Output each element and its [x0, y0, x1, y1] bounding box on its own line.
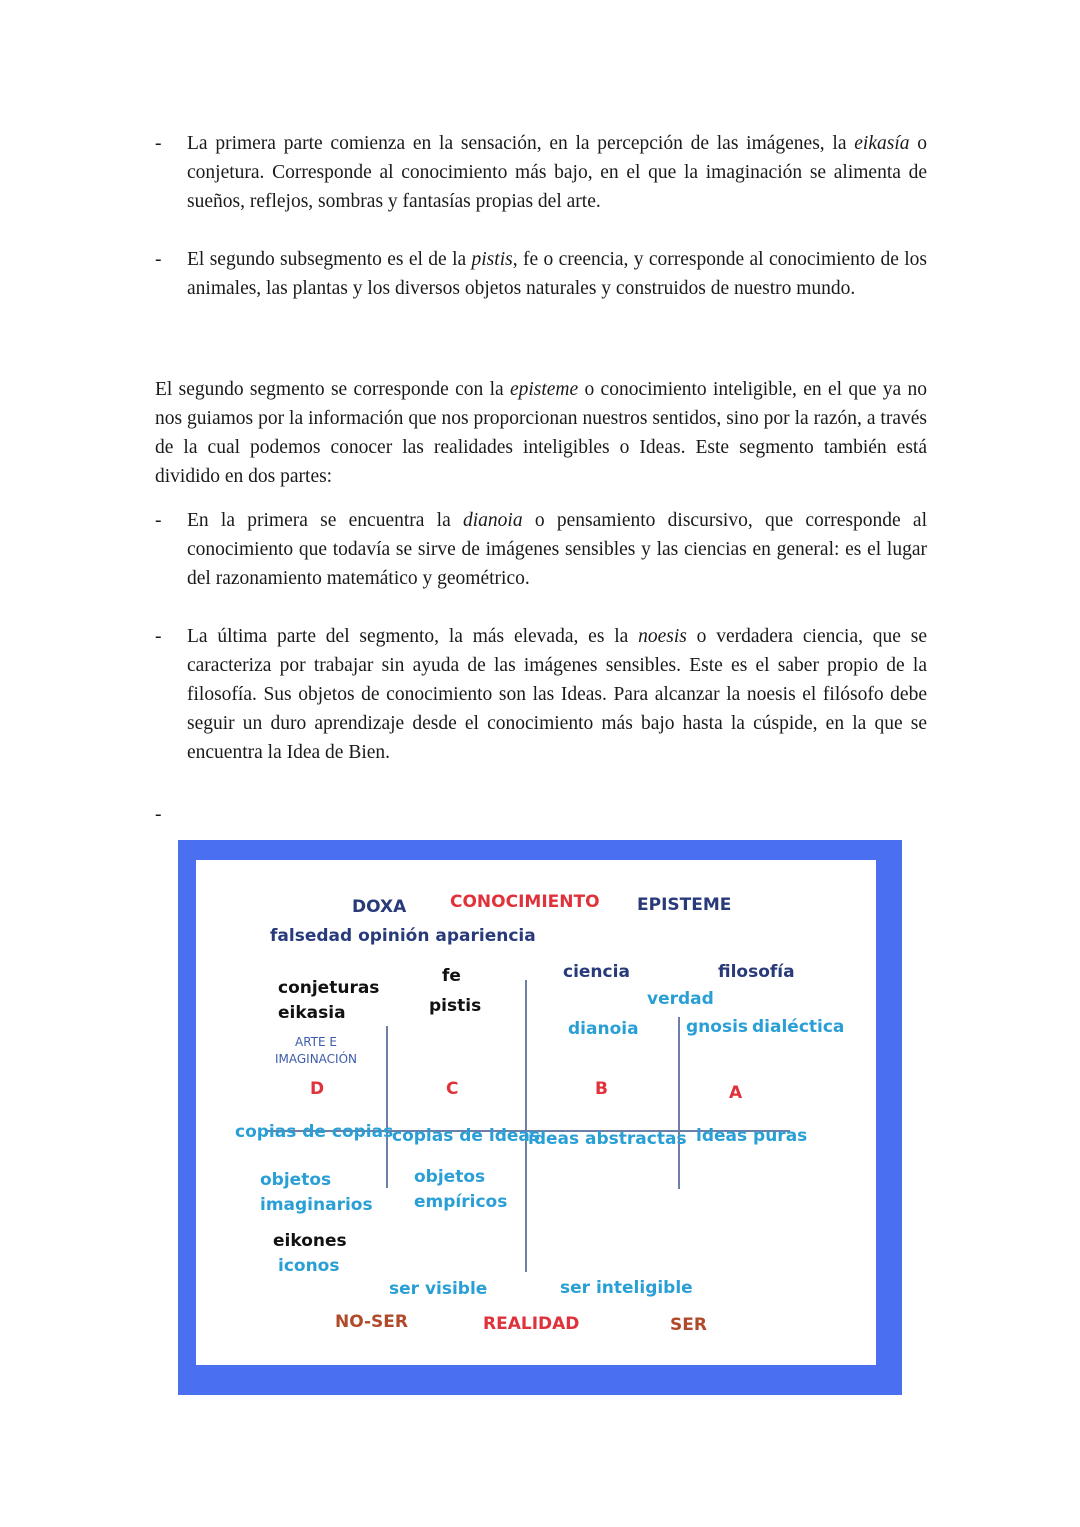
ser-inteligible-label: ser inteligible: [560, 1278, 693, 1298]
divided-line-diagram: [178, 840, 902, 1395]
eikasia-label: eikasia: [278, 1003, 346, 1023]
ser-label: SER: [670, 1315, 707, 1335]
objetos-imaginarios-label-2: imaginarios: [260, 1195, 373, 1215]
objetos-empiricos-label-1: objetos: [414, 1167, 486, 1187]
empty-bullet-dash: -: [155, 804, 162, 825]
bullet-dianoia: - En la primera se encuentra la dianoia o pensamiento discursivo, que corresponde al conocimiento que todavía se sirve de imágenes sensibles y las ciencias en general: es el lugar del razonamiento matemático y geométrico.: [155, 510, 927, 589]
pistis-label: pistis: [429, 996, 482, 1016]
no-ser-label: NO-SER: [335, 1312, 408, 1332]
eikones-label: eikones: [273, 1231, 347, 1251]
bullet-noesis: - La última parte del segmento, la más elevada, es la noesis o verdadera ciencia, que se caracteriza por trabajar sin ayuda de las imágenes sensibles. Este es el saber propio de la filosofía. Sus objetos de conocimiento son las Ideas. Para alcanzar la noesis el filósofo debe seguir un duro aprendizaje desde el conocimiento más bajo hasta la cúspide, en la que se encuentra la Idea de Bien.: [155, 626, 927, 763]
episteme-label: EPISTEME: [637, 895, 732, 915]
segment-b-label: B: [595, 1079, 608, 1099]
arte-imaginacion-label: ARTE E IMAGINACIÓN: [274, 1035, 358, 1066]
objetos-empiricos-label-2: empíricos: [414, 1192, 508, 1212]
falsedad-label: falsedad opinión apariencia: [270, 926, 536, 946]
bullet-pistis: - El segundo subsegmento es el de la pistis, fe o creencia, y corresponde al conocimiento de los animales, las plantas y los diversos objetos naturales y construidos de nuestro mundo.: [155, 249, 927, 299]
dianoia-label: dianoia: [568, 1019, 639, 1039]
ideas-abstractas-label: ideas abstractas: [528, 1129, 687, 1149]
conjeturas-label: conjeturas: [278, 978, 380, 998]
realidad-label: REALIDAD: [483, 1314, 580, 1334]
verdad-label: verdad: [647, 989, 714, 1009]
paragraph-episteme: El segundo segmento se corresponde con la episteme o conocimiento inteligible, en el que ya no nos guiamos por la información que nos proporcionan nuestros sentidos, sino por la razón, a través de la cual podemos conocer las realidades inteligibles o Ideas. Este segmento también está dividido en dos partes:: [155, 379, 927, 487]
divider-b-a: [678, 1017, 680, 1189]
copias-de-ideas-label: copias de ideas: [392, 1126, 540, 1146]
fe-label: fe: [442, 966, 461, 986]
diagram-canvas: [196, 860, 876, 1365]
bullet-eikasia: - La primera parte comienza en la sensación, en la percepción de las imágenes, la eikasía o conjetura. Corresponde al conocimiento más bajo, en el que la imaginación se alimenta de sueños, reflejos, sombras y fantasías propias del arte.: [155, 133, 928, 212]
segment-a-label: A: [729, 1083, 743, 1103]
doxa-label: DOXA: [352, 897, 407, 917]
gnosis-label: gnosis: [686, 1017, 749, 1037]
iconos-label: iconos: [278, 1256, 340, 1276]
copias-de-copias-label: copias de copias: [235, 1122, 394, 1142]
ser-visible-label: ser visible: [389, 1279, 488, 1299]
dialectica-label: dialéctica: [752, 1017, 845, 1037]
ideas-puras-label: ideas puras: [696, 1126, 808, 1146]
filosofia-label: filosofía: [718, 962, 795, 982]
conocimiento-label: CONOCIMIENTO: [450, 892, 600, 912]
objetos-imaginarios-label-1: objetos: [260, 1170, 332, 1190]
segment-c-label: C: [446, 1079, 459, 1099]
divider-d-c: [386, 1026, 388, 1188]
ciencia-label: ciencia: [563, 962, 630, 982]
segment-d-label: D: [310, 1079, 325, 1099]
